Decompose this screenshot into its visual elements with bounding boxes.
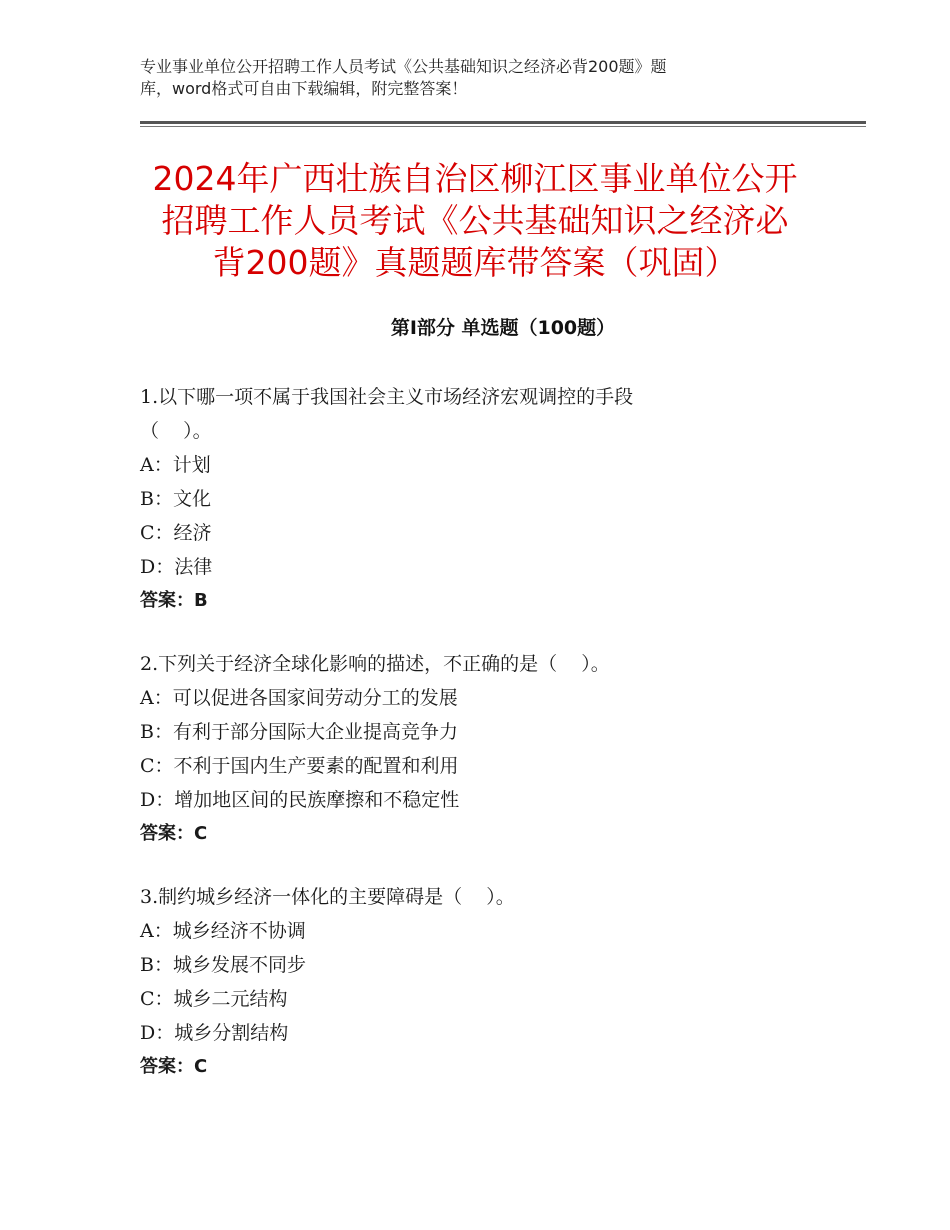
option-a: A：城乡经济不协调 <box>140 920 306 942</box>
answer-label: 答案：C <box>140 1056 208 1077</box>
question-list <box>140 380 780 1113</box>
question-stem-continued: （ ）。 <box>140 420 212 442</box>
option-b: B：文化 <box>140 488 211 510</box>
option-b: B：城乡发展不同步 <box>140 954 306 976</box>
question-stem: 2.下列关于经济全球化影响的描述，不正确的是（ ）。 <box>140 653 610 675</box>
option-a: A：计划 <box>140 454 211 476</box>
header-note-line-2: 库，word格式可自由下载编辑，附完整答案！ <box>140 79 468 98</box>
answer-label: 答案：C <box>140 823 208 844</box>
header-divider-thin <box>140 126 866 127</box>
option-a: A：可以促进各国家间劳动分工的发展 <box>140 687 458 709</box>
header-note-line-1: 专业事业单位公开招聘工作人员考试《公共基础知识之经济必背200题》题 <box>140 57 667 76</box>
option-d: D：法律 <box>140 556 213 578</box>
option-c: C：不利于国内生产要素的配置和利用 <box>140 755 459 777</box>
option-d: D：增加地区间的民族摩擦和不稳定性 <box>140 789 460 811</box>
question-stem: 3.制约城乡经济一体化的主要障碍是（ ）。 <box>140 886 515 908</box>
title-line-3: 背200题》真题题库带答案（巩固） <box>212 243 738 282</box>
option-d: D：城乡分割结构 <box>140 1022 289 1044</box>
answer-label: 答案：B <box>140 590 208 611</box>
title-line-2: 招聘工作人员考试《公共基础知识之经济必 <box>161 201 789 240</box>
header-divider-thick <box>140 121 866 124</box>
option-c: C：城乡二元结构 <box>140 988 288 1010</box>
question-2 <box>140 647 780 851</box>
document-title <box>130 158 820 284</box>
question-stem: 1.以下哪一项不属于我国社会主义市场经济宏观调控的手段 <box>140 386 634 408</box>
question-1 <box>140 380 780 618</box>
title-line-1: 2024年广西壮族自治区柳江区事业单位公开 <box>152 159 798 198</box>
section-heading: 第Ⅰ部分 单选题（100题） <box>390 317 616 339</box>
option-c: C：经济 <box>140 522 212 544</box>
header-note <box>140 56 780 100</box>
option-b: B：有利于部分国际大企业提高竞争力 <box>140 721 458 743</box>
question-3 <box>140 880 780 1084</box>
